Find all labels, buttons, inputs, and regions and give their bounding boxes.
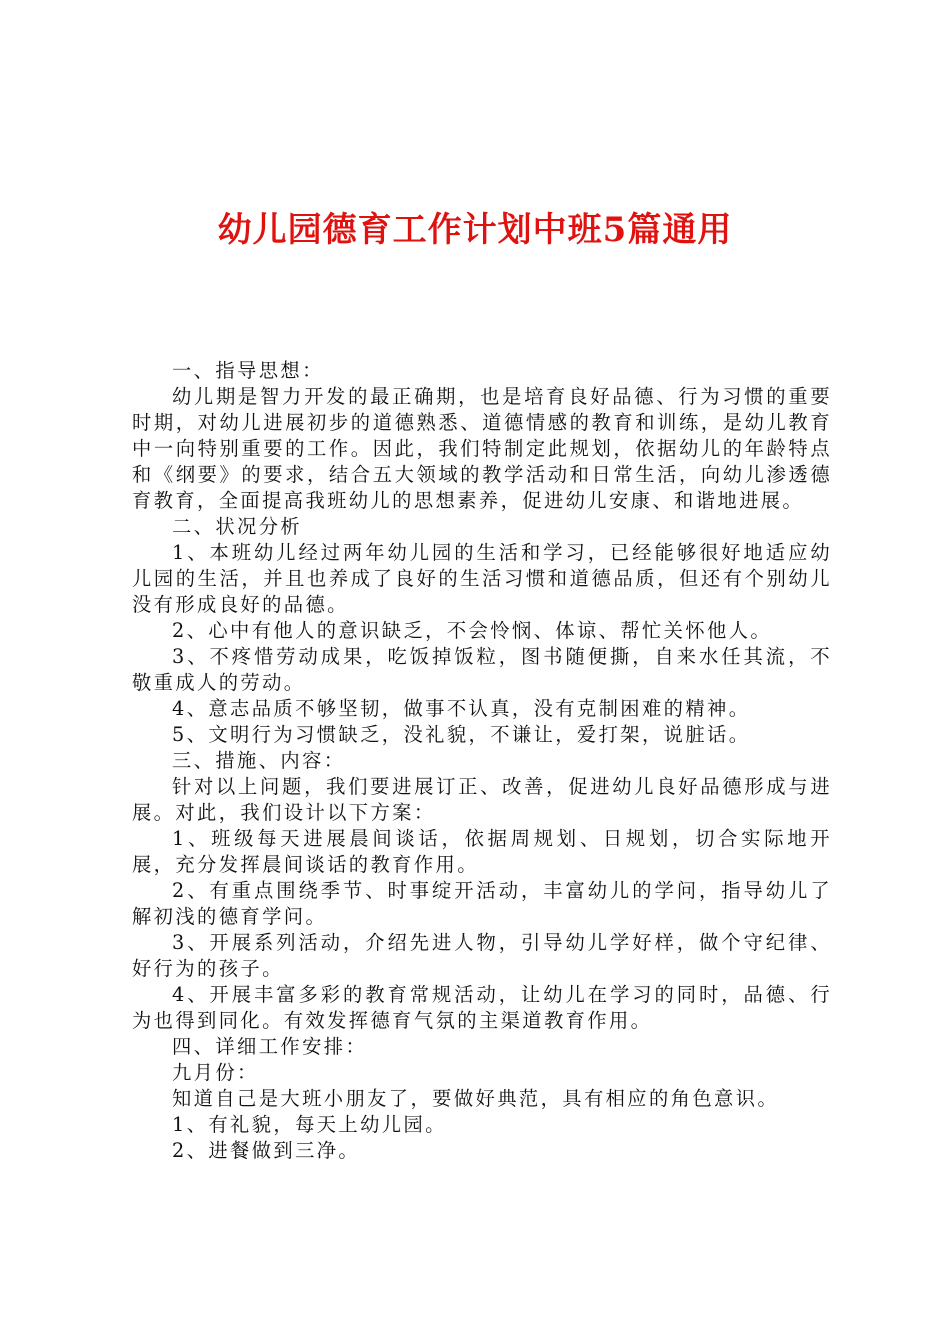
- list-item: 1、本班幼儿经过两年幼儿园的生活和学习，已经能够很好地适应幼儿园的生活，并且也养成了良好的生活习惯和道德品质，但还有个别幼儿没有形成良好的品德。: [132, 541, 832, 616]
- list-item: 1、班级每天进展晨间谈话，依据周规划、日规划，切合实际地开展，充分发挥晨间谈话的教育作用。: [132, 827, 832, 876]
- document-title: 幼儿园德育工作计划中班5篇通用: [217, 210, 733, 250]
- list-item: 4、意志品质不够坚韧，做事不认真，没有克制困难的精神。: [172, 697, 751, 720]
- section-heading-work-arrangement: 四、详细工作安排：: [172, 1035, 368, 1058]
- section-heading-situation-analysis: 二、状况分析: [172, 515, 303, 538]
- list-item: 2、进餐做到三净。: [172, 1139, 361, 1162]
- list-item: 3、开展系列活动，介绍先进人物，引导幼儿学好样，做个守纪律、好行为的孩子。: [132, 931, 832, 980]
- month-heading: 九月份：: [172, 1061, 259, 1084]
- list-item: 3、不疼惜劳动成果，吃饭掉饭粒，图书随便撕，自来水任其流，不敬重成人的劳动。: [132, 645, 832, 694]
- list-item: 2、心中有他人的意识缺乏，不会怜悯、体谅、帮忙关怀他人。: [172, 619, 773, 642]
- paragraph: 知道自己是大班小朋友了，要做好典范，具有相应的角色意识。: [172, 1087, 780, 1110]
- list-item: 4、开展丰富多彩的教育常规活动，让幼儿在学习的同时，品德、行为也得到同化。有效发挥德育气氛的主渠道教育作用。: [132, 983, 832, 1032]
- list-item: 2、有重点围绕季节、时事绽开活动，丰富幼儿的学问，指导幼儿了解初浅的德育学问。: [132, 879, 832, 928]
- document-body: [132, 358, 832, 1164]
- section-heading-guiding-thought: 一、指导思想：: [172, 359, 324, 382]
- paragraph: 针对以上问题，我们要进展订正、改善，促进幼儿良好品德形成与进展。对此，我们设计以下方案：: [132, 775, 832, 824]
- paragraph: 幼儿期是智力开发的最正确期，也是培育良好品德、行为习惯的重要时期，对幼儿进展初步的道德熟悉、道德情感的教育和训练，是幼儿教育中一向特别重要的工作。因此，我们特制定此规划，依据幼儿的年龄特点和《纲要》的要求，结合五大领域的教学活动和日常生活，向幼儿渗透德育教育，全面提高我班幼儿的思想素养，促进幼儿安康、和谐地进展。: [132, 385, 832, 512]
- list-item: 5、文明行为习惯缺乏，没礼貌，不谦让，爱打架，说脏话。: [172, 723, 751, 746]
- section-heading-measures: 三、措施、内容：: [172, 749, 346, 772]
- list-item: 1、有礼貌，每天上幼儿园。: [172, 1113, 447, 1136]
